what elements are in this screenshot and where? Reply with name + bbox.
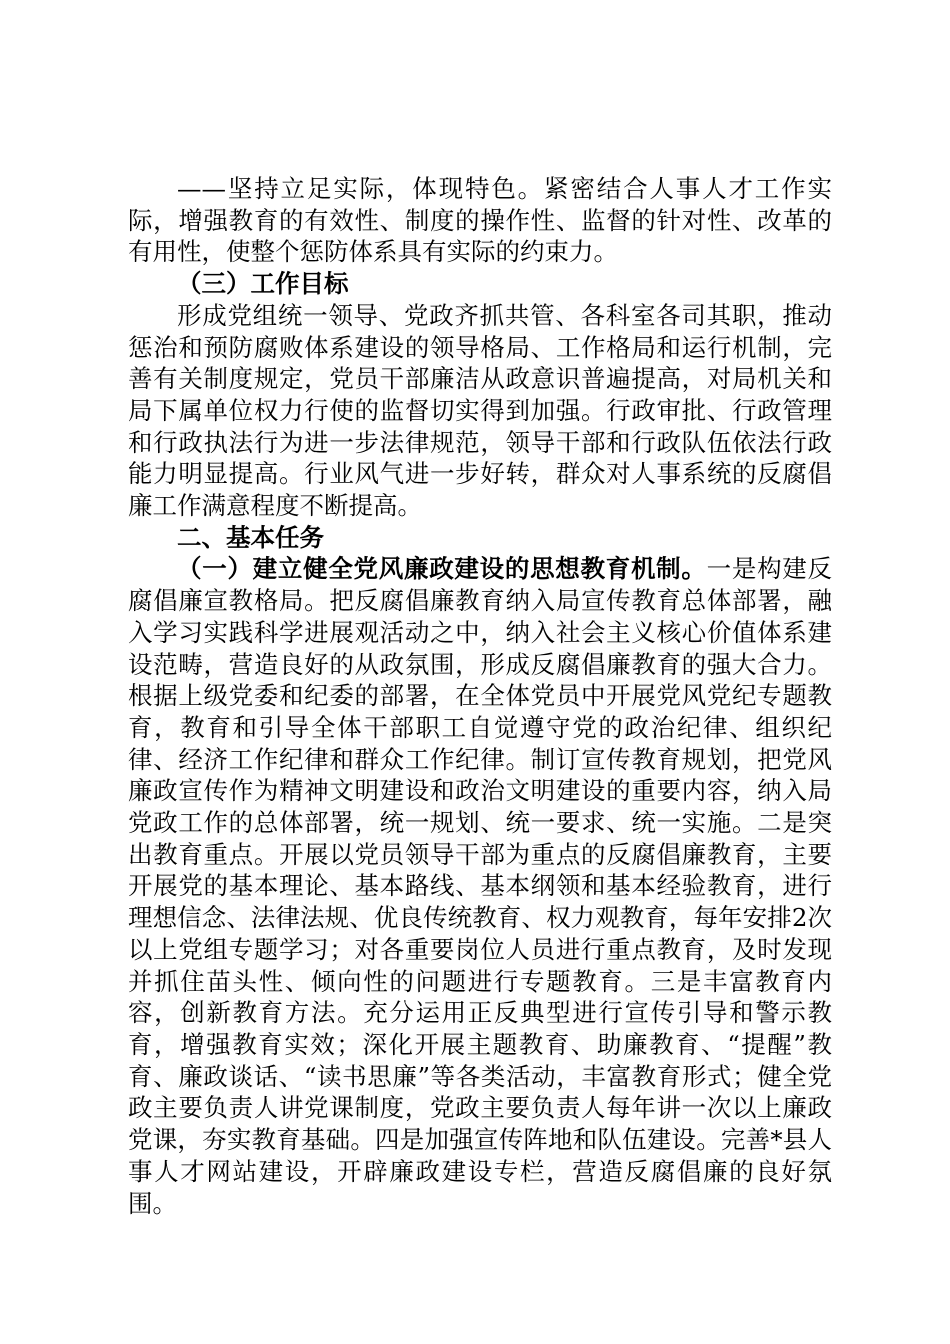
paragraph-education-mechanism xyxy=(128,553,832,1219)
paragraph-lead-heading: （一）建立健全党风廉政建设的思想教育机制。 xyxy=(177,554,707,584)
heading-basic-tasks: 二、基本任务 xyxy=(177,522,324,552)
document-body xyxy=(128,173,832,1219)
paragraph-education-body: 一是构建反腐倡廉宣教格局。把反腐倡廉教育纳入局宣传教育总体部署，融入学习实践科学进展观活动之中，纳入社会主义核心价值体系建设范畴，营造良好的从政氛围，形成反腐倡廉教育的强大合力。根据上级党委和纪委的部署，在全体党员中开展党风党纪专题教育，教育和引导全体干部职工自觉遵守党的政治纪律、组织纪律、经济工作纪律和群众工作纪律。制订宣传教育规划，把党风廉政宣传作为精神文明建设和政治文明建设的重要内容，纳入局党政工作的总体部署，统一规划、统一要求、统一实施。二是突出教育重点。开展以党员领导干部为重点的反腐倡廉教育，主要开展党的基本理论、基本路线、基本纲领和基本经验教育，进行理想信念、法律法规、优良传统教育、权力观教育，每年安排2次以上党组专题学习；对各重要岗位人员进行重点教育，及时发现并抓住苗头性、倾向性的问题进行专题教育。三是丰富教育内容，创新教育方法。充分运用正反典型进行宣传引导和警示教育，增强教育实效；深化开展主题教育、助廉教育、“提醒”教育、廉政谈话、“读书思廉”等各类活动，丰富教育形式；健全党政主要负责人讲党课制度，党政主要负责人每年讲一次以上廉政党课，夯实教育基础。四是加强宣传阵地和队伍建设。完善*县人事人才网站建设，开辟廉政建设专栏，营造反腐倡廉的良好氛围。 xyxy=(128,554,833,1218)
paragraph-work-goals: 形成党组统一领导、党政齐抓共管、各科室各司其职，推动惩治和预防腐败体系建设的领导格局、工作格局和运行机制，完善有关制度规定，党员干部廉洁从政意识普遍提高，对局机关和局下属单位权力行使的监督切实得到加强。行政审批、行政管理和行政执法行为进一步法律规范，领导干部和行政队伍依法行政能力明显提高。行业风气进一步好转，群众对人事系统的反腐倡廉工作满意程度不断提高。 xyxy=(128,300,832,521)
paragraph-principle: ——坚持立足实际，体现特色。紧密结合人事人才工作实际，增强教育的有效性、制度的操作性、监督的针对性、改革的有用性，使整个惩防体系具有实际的约束力。 xyxy=(128,174,832,267)
heading-work-goals: （三）工作目标 xyxy=(177,269,349,299)
